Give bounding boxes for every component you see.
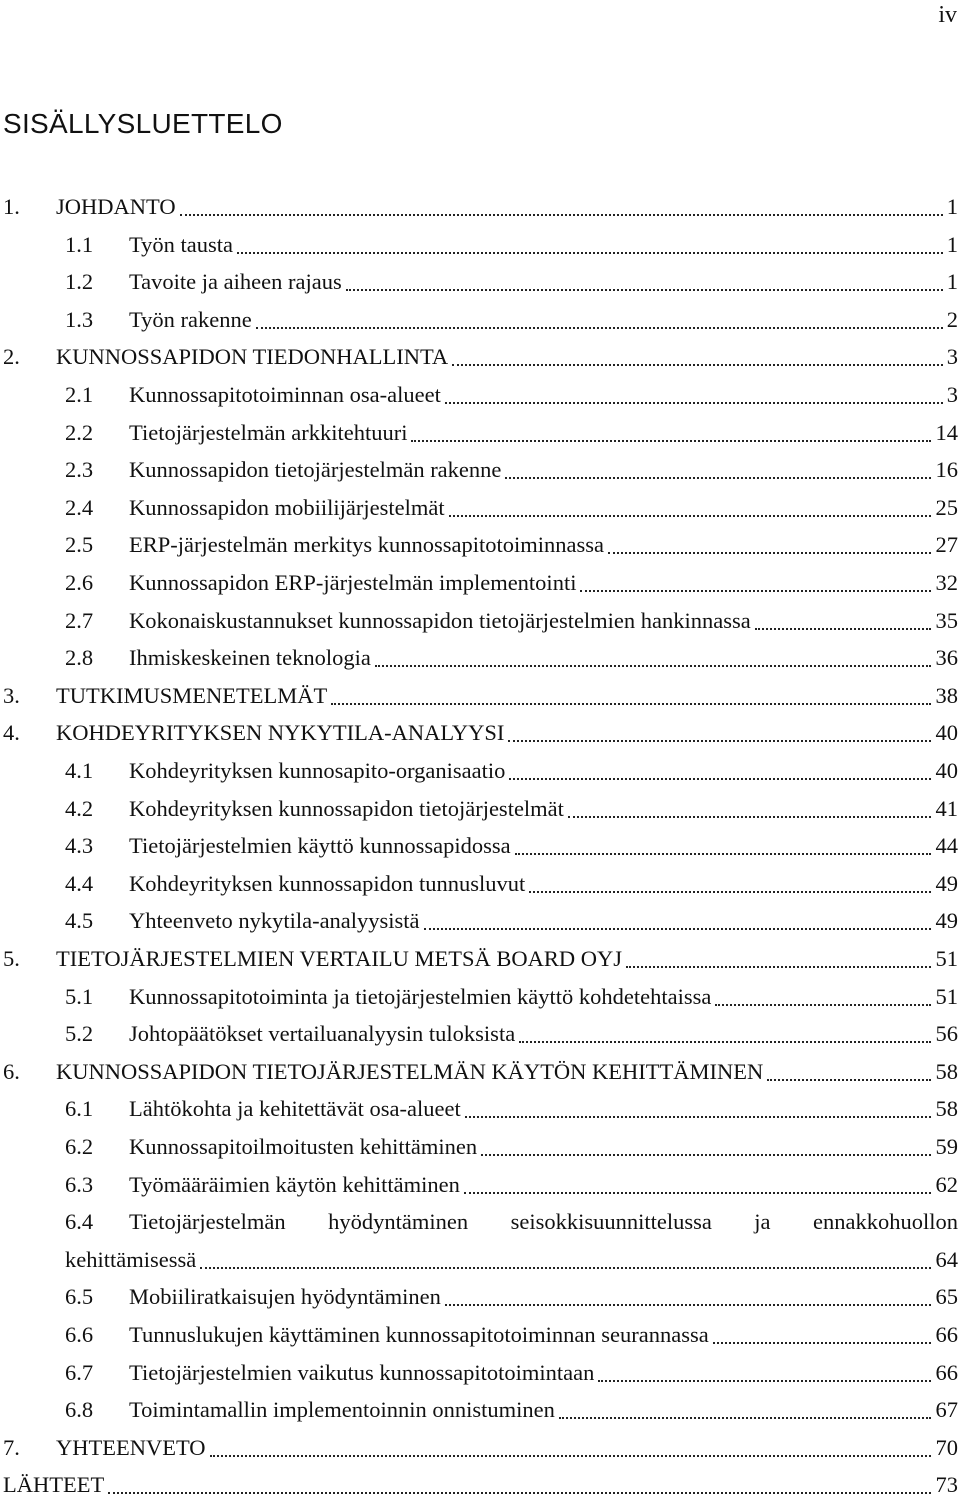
toc-entry-page: 58 [935,1096,958,1122]
toc-dot-leader [200,1267,931,1269]
toc-entry-number: 6.2 [65,1134,94,1159]
toc-dot-leader [411,440,931,442]
toc-entry-page: 3 [946,382,958,407]
toc-entry-page: 27 [935,532,958,558]
toc-entry-page: 2 [946,306,958,332]
toc-entry[interactable] [0,1015,958,1053]
toc-dot-leader [256,327,943,329]
toc-entry[interactable] [0,865,958,903]
toc-dot-leader [237,252,943,254]
toc-entry-page: 41 [935,795,958,821]
toc-entry-title: JOHDANTO [56,194,176,219]
toc-entry-page: 40 [935,720,958,746]
toc-entry-page: 32 [935,570,958,595]
toc-entry-number: 2.6 [65,570,94,595]
toc-entry-number: 6.3 [65,1171,94,1197]
toc-entry[interactable] [0,489,958,527]
toc-dot-leader [598,1380,931,1382]
toc-entry[interactable] [0,1053,958,1091]
toc-entry-number: 6.1 [65,1096,94,1122]
toc-entry-page: 44 [935,833,958,859]
toc-dot-leader [375,665,931,667]
toc-dot-leader [568,816,931,818]
toc-entry-title: Kohdeyrityksen kunnossapidon tunnusluvut [129,870,526,896]
toc-entry-page: 67 [935,1397,958,1423]
toc-entry[interactable] [0,1429,958,1467]
toc-entry[interactable] [0,752,958,790]
toc-entry-number: 7. [3,1434,20,1460]
toc-entry-title: KUNNOSSAPIDON TIETOJÄRJESTELMÄN KÄYTÖN KEHITTÄMINEN [56,1058,764,1084]
toc-entry-page: 70 [935,1434,958,1460]
toc-entry-title: Työn tausta [129,231,234,257]
toc-entry-number: 3. [3,682,20,708]
toc-dot-leader [108,1492,931,1494]
toc-entry-page: 66 [935,1359,958,1385]
toc-entry[interactable] [0,602,958,640]
toc-entry-page: 3 [946,344,958,370]
toc-entry-title: Kunnossapitoilmoitusten kehittäminen [129,1134,478,1159]
toc-entry-number: 1.1 [65,231,94,257]
toc-dot-leader [464,1192,931,1194]
toc-entry[interactable] [0,263,958,301]
toc-entry-number: 4.3 [65,833,94,859]
toc-entry[interactable] [0,1391,958,1429]
toc-entry-title: Kunnossapidon ERP-järjestelmän implementointi [129,570,577,595]
toc-entry[interactable] [0,188,958,226]
toc-entry-title: Tietojärjestelmän hyödyntäminen seisokkisuunnittelussa ja ennakkohuollon [129,1209,958,1235]
toc-dot-leader [505,477,931,479]
toc-entry[interactable] [0,414,958,452]
toc-entry-title: Toimintamallin implementoinnin onnistuminen [129,1397,555,1423]
toc-entry-number: 1.2 [65,269,94,295]
toc-dot-leader [481,1154,931,1156]
toc-dot-leader [180,214,943,216]
toc-entry-title: Johtopäätökset vertailuanalyysin tuloksista [129,1021,516,1047]
toc-entry-title: LÄHTEET [3,1472,105,1498]
toc-dot-leader [529,891,931,893]
toc-entry-number: 4. [3,720,20,746]
toc-entry[interactable] [0,714,958,752]
toc-dot-leader [519,1041,931,1043]
toc-entry-page: 25 [935,494,958,520]
toc-entry[interactable] [0,338,958,376]
toc-entry-number: 2.4 [65,494,94,520]
toc-entry-page: 14 [935,419,958,445]
toc-entry[interactable] [0,1166,958,1204]
toc-entry-page: 40 [935,758,958,783]
toc-entry-title: Mobiiliratkaisujen hyödyntäminen [129,1284,441,1310]
toc-dot-leader [449,515,931,517]
toc-dot-leader [465,1116,931,1118]
toc-dot-leader [580,590,931,592]
toc-entry-number: 6.5 [65,1284,94,1310]
toc-entry-title: Kokonaiskustannukset kunnossapidon tietojärjestelmien hankinnassa [129,607,751,633]
toc-dot-leader [508,740,931,742]
toc-entry-number: 6.8 [65,1397,94,1423]
toc-entry[interactable] [0,1316,958,1354]
toc-entry-number: 4.5 [65,908,94,934]
toc-entry-title: KUNNOSSAPIDON TIEDONHALLINTA [56,344,449,370]
toc-entry-page: 66 [935,1322,958,1347]
toc-entry[interactable] [0,1466,958,1504]
toc-dot-leader [331,703,931,705]
toc-entry[interactable] [0,1203,958,1241]
toc-entry-title: TUTKIMUSMENETELMÄT [56,682,328,708]
toc-entry-title: Työmääräimien käytön kehittäminen [129,1171,460,1197]
toc-entry-number: 6.7 [65,1359,94,1385]
toc-entry[interactable] [0,1354,958,1392]
toc-entry-page: 58 [935,1058,958,1084]
toc-entry-title: Tietojärjestelmien vaikutus kunnossapitotoimintaan [129,1359,595,1385]
toc-dot-leader [210,1455,931,1457]
toc-entry-title: Lähtökohta ja kehitettävät osa-alueet [129,1096,461,1122]
toc-entry-number: 2. [3,344,20,370]
toc-entry[interactable] [0,1278,958,1316]
toc-entry-title: Yhteenveto nykytila-analyysistä [129,908,420,934]
toc-entry[interactable] [0,902,958,940]
toc-entry-page: 1 [946,194,958,219]
toc-entry-title: Kunnossapidon mobiilijärjestelmät [129,494,445,520]
toc-entry-page: 56 [935,1021,958,1047]
toc-dot-leader [445,402,943,404]
toc-entry-title: ERP-järjestelmän merkitys kunnossapitotoiminnassa [129,532,604,558]
toc-entry-number: 5.2 [65,1021,94,1047]
toc-entry-number: 2.5 [65,532,94,558]
toc-dot-leader [515,853,931,855]
toc-entry-number: 4.1 [65,758,94,783]
toc-entry[interactable] [0,451,958,489]
toc-entry-title: Työn rakenne [129,306,252,332]
toc-dot-leader [713,1342,931,1344]
toc-entry-page: 59 [935,1134,958,1159]
toc-dot-leader [346,289,943,291]
toc-dot-leader [452,364,943,366]
toc-entry[interactable] [0,564,958,602]
toc-entry-page: 16 [935,457,958,483]
toc-entry-title-continued: kehittämisessä [65,1246,197,1272]
toc-entry[interactable] [0,790,958,828]
toc-entry-number: 6.6 [65,1322,94,1347]
toc-entry-number: 6. [3,1058,20,1084]
toc-entry-title: Kohdeyrityksen kunnosapito-organisaatio [129,758,506,783]
toc-entry-page: 38 [935,682,958,708]
toc-entry-title: Kunnossapidon tietojärjestelmän rakenne [129,457,502,483]
toc-dot-leader [445,1304,931,1306]
toc-entry[interactable] [0,639,958,677]
toc-dot-leader [715,1004,931,1006]
toc-entry-page: 51 [935,946,958,971]
toc-entry-page: 1 [946,231,958,257]
toc-entry-page: 62 [935,1171,958,1197]
toc-entry-number: 2.1 [65,382,94,407]
toc-entry[interactable] [0,1128,958,1166]
toc-entry[interactable] [0,940,958,978]
toc-entry[interactable] [0,301,958,339]
toc-entry-number: 4.2 [65,795,94,821]
toc-entry-title: TIETOJÄRJESTELMIEN VERTAILU METSÄ BOARD OYJ [56,946,623,971]
toc-entry-continuation[interactable] [0,1241,958,1279]
toc-entry-page: 35 [935,607,958,633]
toc-entry-title: Tunnuslukujen käyttäminen kunnossapitotoiminnan seurannassa [129,1322,709,1347]
toc-entry-page: 64 [935,1246,958,1272]
toc-entry-page: 49 [935,908,958,934]
toc-entry-title: KOHDEYRITYKSEN NYKYTILA-ANALYYSI [56,720,505,746]
toc-dot-leader [424,928,931,930]
toc-entry[interactable] [0,827,958,865]
toc-dot-leader [767,1079,931,1081]
toc-entry-page: 51 [935,983,958,1009]
toc-entry-number: 5.1 [65,983,94,1009]
toc-entry-title: Ihmiskeskeinen teknologia [129,645,371,671]
toc-dot-leader [608,552,931,554]
toc-dot-leader [559,1417,931,1419]
toc-entry-number: 1. [3,194,20,219]
toc-entry-number: 2.7 [65,607,94,633]
toc-dot-leader [509,778,931,780]
toc-entry[interactable] [0,526,958,564]
toc-entry-page: 73 [935,1472,958,1498]
page-number: iv [938,2,957,28]
toc-entry-page: 1 [946,269,958,295]
toc-entry-number: 4.4 [65,870,94,896]
toc-entry-number: 5. [3,946,20,971]
toc-entry[interactable] [0,376,958,414]
toc-entry-title: Tietojärjestelmien käyttö kunnossapidossa [129,833,511,859]
toc-dot-leader [755,628,931,630]
toc-heading: SISÄLLYSLUETTELO [3,108,283,139]
toc-entry-page: 49 [935,870,958,896]
toc-entry[interactable] [0,677,958,715]
toc-entry-title: Tietojärjestelmän arkkitehtuuri [129,419,408,445]
toc-entry-number: 6.4 [65,1209,94,1235]
toc-entry[interactable] [0,226,958,264]
toc-entry[interactable] [0,978,958,1016]
toc-entry-title: Tavoite ja aiheen rajaus [129,269,342,295]
toc-entry-number: 2.3 [65,457,94,483]
toc-entry-number: 2.8 [65,645,94,671]
toc-entry-title: Kunnossapitotoiminnan osa-alueet [129,382,441,407]
toc-entry[interactable] [0,1090,958,1128]
toc-entry-page: 65 [935,1284,958,1310]
toc-entry-number: 2.2 [65,419,94,445]
toc-entry-number: 1.3 [65,306,94,332]
toc-entry-page: 36 [935,645,958,671]
toc-dot-leader [626,966,931,968]
toc-entry-title: YHTEENVETO [56,1434,206,1460]
toc-entry-title: Kohdeyrityksen kunnossapidon tietojärjestelmät [129,795,564,821]
toc-entry-title: Kunnossapitotoiminta ja tietojärjestelmien käyttö kohdetehtaissa [129,983,712,1009]
